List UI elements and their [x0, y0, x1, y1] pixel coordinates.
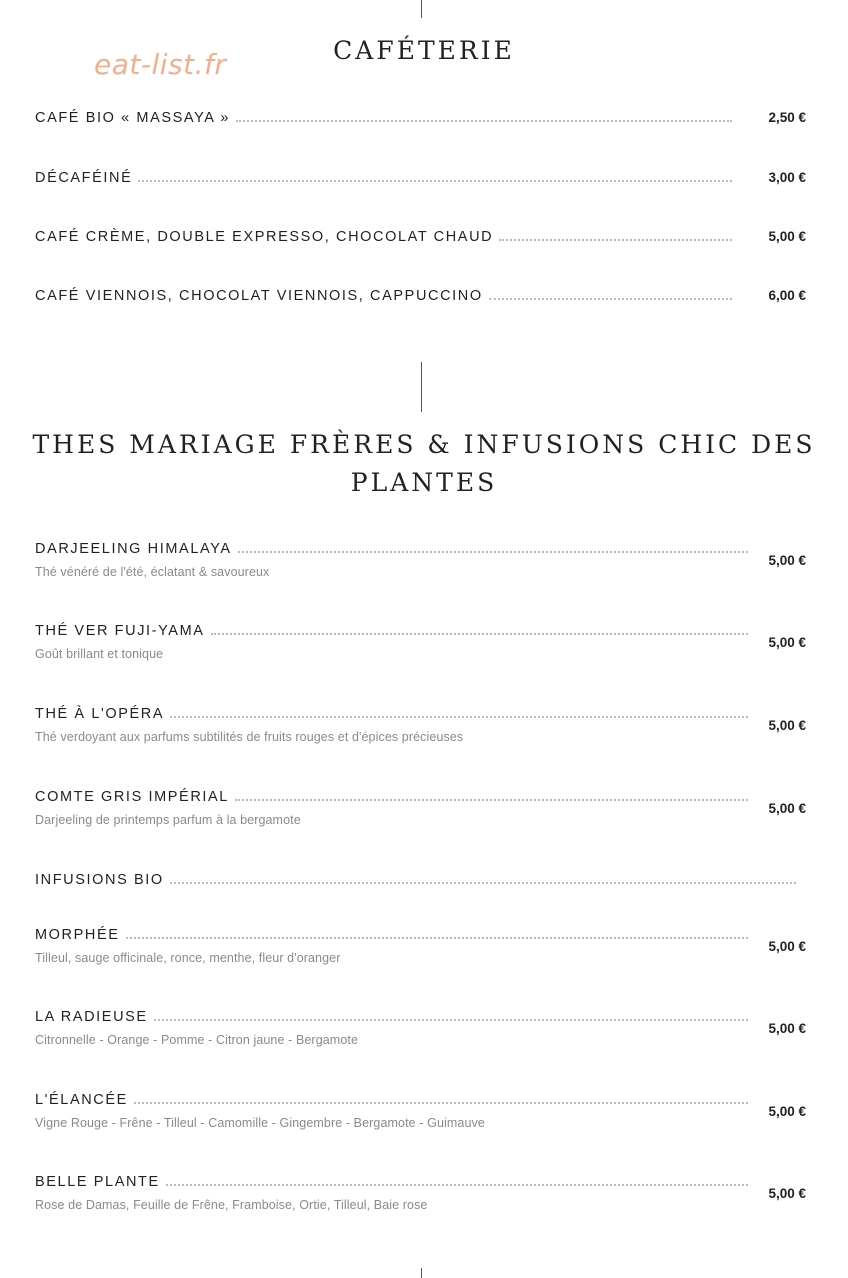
item-price: 5,00 €: [768, 718, 806, 733]
subheading-infusions-bio: [35, 872, 796, 888]
menu-item: [35, 170, 806, 186]
item-price: 3,00 €: [768, 170, 806, 185]
item-name: L'ÉLANCÉE: [35, 1092, 128, 1108]
divider-top: [421, 0, 422, 18]
item-price: 5,00 €: [768, 229, 806, 244]
item-description: Tilleul, sauge officinale, ronce, menthe, fleur d'oranger: [35, 951, 341, 965]
menu-item: [35, 706, 806, 744]
dot-leader: [154, 1018, 748, 1021]
item-price: 2,50 €: [768, 110, 806, 125]
item-description: Goût brillant et tonique: [35, 647, 164, 661]
item-description: Rose de Damas, Feuille de Frêne, Framboise, Ortie, Tilleul, Baie rose: [35, 1198, 428, 1212]
dot-leader: [489, 297, 732, 300]
menu-item: [35, 623, 806, 661]
item-name: THÉ VER FUJI-YAMA: [35, 623, 205, 639]
menu-item: [35, 541, 806, 579]
item-name: MORPHÉE: [35, 927, 120, 943]
item-description: Vigne Rouge - Frêne - Tilleul - Camomille - Gingembre - Bergamote - Guimauve: [35, 1116, 485, 1130]
item-price: 5,00 €: [768, 1104, 806, 1119]
section-title-line: PLANTES: [350, 468, 498, 497]
item-price: 5,00 €: [768, 635, 806, 650]
dot-leader: [499, 238, 732, 241]
item-name: CAFÉ VIENNOIS, CHOCOLAT VIENNOIS, CAPPUCCINO: [35, 288, 483, 304]
item-name: LA RADIEUSE: [35, 1009, 148, 1025]
dot-leader: [170, 715, 748, 718]
section-title-line: THES MARIAGE FRÈRES & INFUSIONS CHIC DES: [32, 430, 816, 459]
menu-item: [35, 1092, 806, 1130]
dot-leader: [134, 1101, 748, 1104]
item-name: BELLE PLANTE: [35, 1174, 160, 1190]
menu-item: [35, 1009, 806, 1047]
item-description: Thé vénéré de l'été, éclatant & savoureux: [35, 565, 270, 579]
menu-item: [35, 229, 806, 245]
item-price: 5,00 €: [768, 553, 806, 568]
dot-leader: [166, 1183, 748, 1186]
menu-item: [35, 927, 806, 965]
item-price: 5,00 €: [768, 1021, 806, 1036]
item-description: Thé verdoyant aux parfums subtilités de fruits rouges et d'épices précieuses: [35, 730, 464, 744]
menu-item: [35, 1174, 806, 1212]
section-title-thes: [0, 426, 848, 502]
item-name: COMTE GRIS IMPÉRIAL: [35, 789, 229, 805]
dot-leader: [236, 119, 732, 122]
dot-leader: [211, 632, 748, 635]
item-name: DÉCAFÉINÉ: [35, 170, 133, 186]
item-name: THÉ À L'OPÉRA: [35, 706, 165, 722]
item-price: 5,00 €: [768, 801, 806, 816]
divider-bottom: [421, 1268, 422, 1278]
item-price: 5,00 €: [768, 939, 806, 954]
item-name: CAFÉ CRÈME, DOUBLE EXPRESSO, CHOCOLAT CHAUD: [35, 229, 494, 245]
item-price: 5,00 €: [768, 1186, 806, 1201]
item-name: INFUSIONS BIO: [35, 872, 164, 888]
menu-item: [35, 789, 806, 827]
item-name: CAFÉ BIO « MASSAYA »: [35, 110, 231, 126]
item-price: 6,00 €: [768, 288, 806, 303]
dot-leader: [126, 936, 748, 939]
watermark-logo: eat-list.fr: [94, 48, 227, 81]
menu-item: [35, 110, 806, 126]
dot-leader: [170, 881, 796, 884]
item-description: Darjeeling de printemps parfum à la bergamote: [35, 813, 301, 827]
dot-leader: [235, 798, 748, 801]
item-description: Citronnelle - Orange - Pomme - Citron jaune - Bergamote: [35, 1033, 358, 1047]
section-title-cafeterie: CAFÉTERIE: [333, 36, 515, 65]
divider-middle: [421, 362, 422, 412]
item-name: DARJEELING HIMALAYA: [35, 541, 232, 557]
menu-item: [35, 288, 806, 304]
dot-leader: [238, 550, 748, 553]
dot-leader: [138, 179, 732, 182]
